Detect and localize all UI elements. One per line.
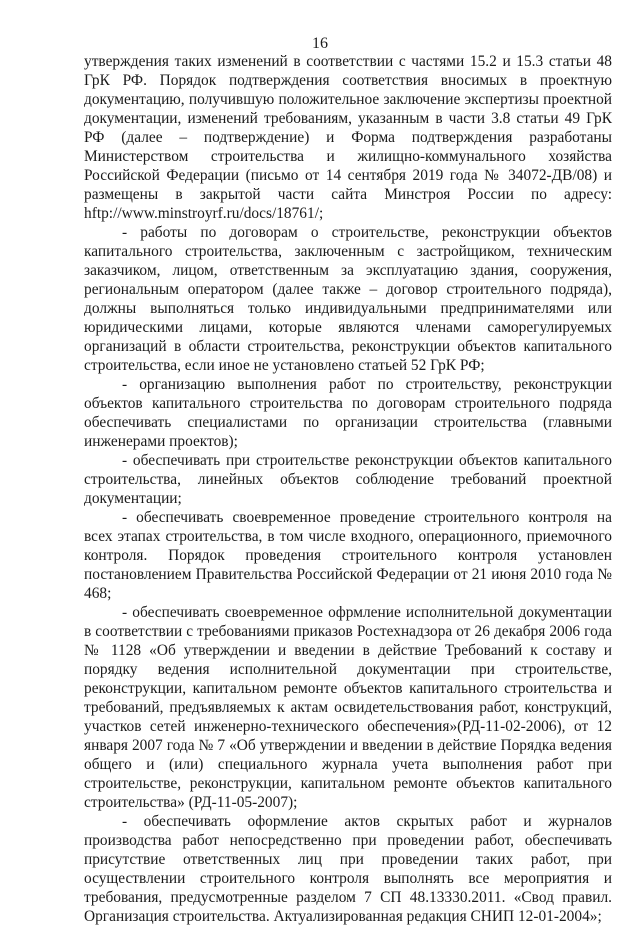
paragraph-construction-control: - обеспечивать своевременное проведение строительного контроля на всех этапах строительства, в том числе входного, операционного, приемочного контроля. Порядок проведения строительного контроля установлен постановлением Правительства Российской Федерации от 21 июня 2010 года № 468; bbox=[84, 509, 612, 602]
paragraph-project-compliance: - обеспечивать при строительстве реконструкции объектов капитального строительства, линейных объектов соблюдение требований проектной документации; bbox=[84, 452, 612, 507]
paragraph-executive-documentation: - обеспечивать своевременное офрмление исполнительной документации в соответствии с требованиями приказов Ростехнадзора от 26 декабря 2006 года № 1128 «Об утверждении и введении в действие Требований к составу и порядку ведения исполнительной документации при строительстве, реконструкции, капитальном ремонте объектов капитального строительства и требований, предъявляемых к актам освидетельствования работ, конструкций, участков сетей инженерно-технического обеспечения»(РД-11-02-2006), от 12 января 2007 года № 7 «Об утверждении и введении в действие Порядка ведения общего и (или) специального журнала учета выполнения работ при строительстве, реконструкции, капитальном ремонте объектов капитального строительства» (РД-11-05-2007); bbox=[84, 604, 612, 811]
page-number: 16 bbox=[312, 35, 328, 52]
paragraph-hidden-works-acts: - обеспечивать оформление актов скрытых работ и журналов производства работ непосредственно при проведении работ, обеспечивать присутствие ответственных лиц при проведении таких работ, при осуществлении строительного контроля выполнять все мероприятия и требования, предусмотренные разделом 7 СП 48.13330.2011. «Свод правил. Организация строительства. Актуализированная редакция СНИП 12-01-2004»; bbox=[84, 813, 612, 925]
document-body bbox=[84, 52, 612, 926]
paragraph-contract-works: - работы по договорам о строительстве, реконструкции объектов капитального строительства, заключенным с застройщиком, техническим заказчиком, лицом, ответственным за эксплуатацию здания, сооружения, региональным оператором (далее также – договор строительного подряда), должны выполняться только индивидуальными предпринимателями или юридическими лицами, которые являются членами саморегулируемых организаций в области строительства, реконструкции объектов капитального строительства, если иное не установлено статьей 52 ГрК РФ; bbox=[84, 224, 612, 374]
paragraph-organization-of-works: - организацию выполнения работ по строительству, реконструкции объектов капитального строительства по договорам строительного подряда обеспечивать специалистами по организации строительства (главными инженерами проектов); bbox=[84, 376, 612, 450]
paragraph-intro-continuation: утверждения таких изменений в соответствии с частями 15.2 и 15.3 статьи 48 ГрК РФ. Порядок подтверждения соответствия вносимых в проектную документацию, получившую положительное заключение экспертизы проектной документации, изменений требованиям, указанным в части 3.8 статьи 49 ГрК РФ (далее – подтверждение) и Форма подтверждения разработаны Министерством строительства и жилищно-коммунального хозяйства Российской Федерации (письмо от 14 сентября 2019 года № 34072-ДВ/08) и размещены в закрытой части сайта Минстроя России по адресу: hftp://www.minstroyrf.ru/docs/18761/; bbox=[84, 53, 612, 222]
